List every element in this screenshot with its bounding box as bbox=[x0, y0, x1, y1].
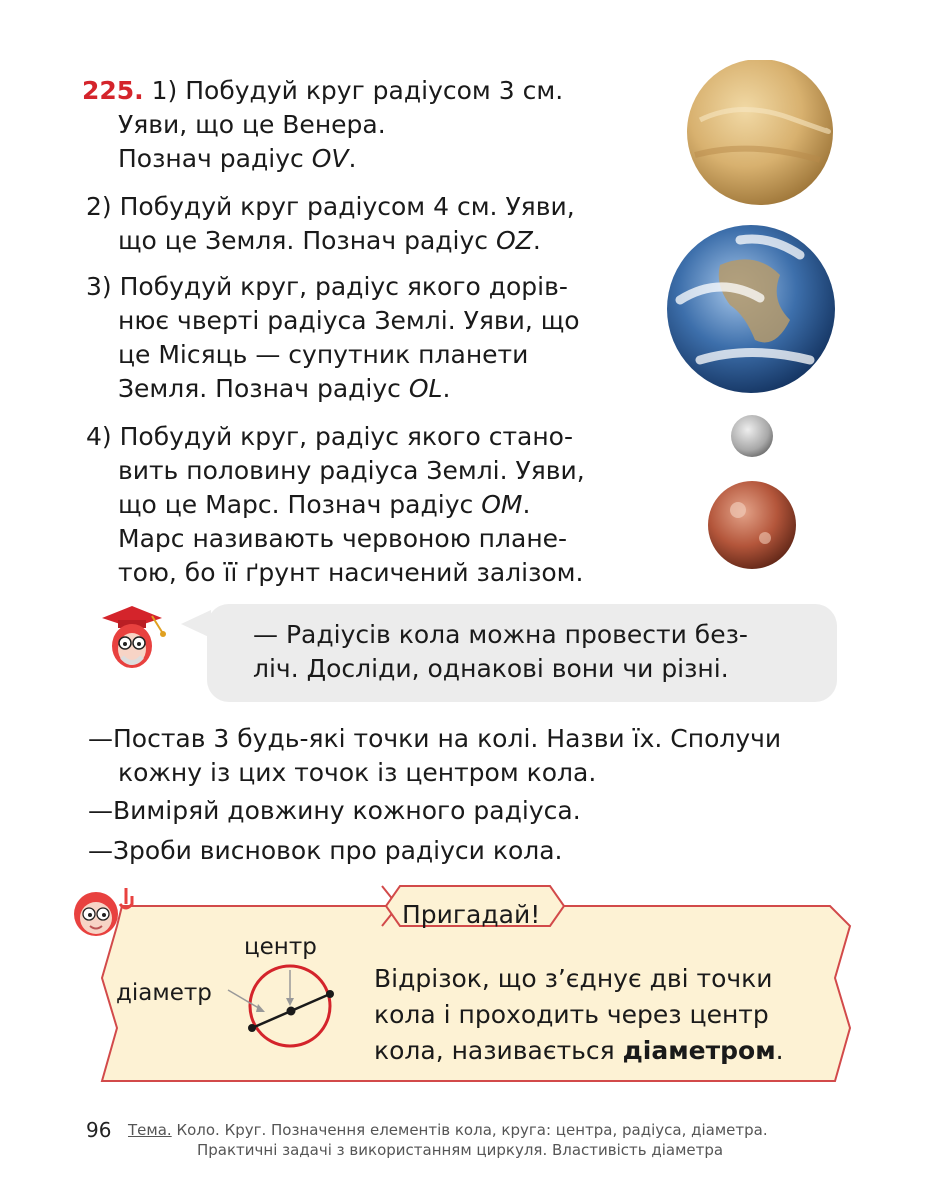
task-1-line-2: Уяви, що це Венера. bbox=[118, 110, 386, 139]
step-2: —Виміряй довжину кожного радіуса. bbox=[88, 796, 581, 825]
task-3-line-2: нює чверті радіуса Землі. Уяви, що bbox=[118, 306, 580, 335]
footer-topic-line-1: Тема. Коло. Круг. Позначення елементів кола, круга: центра, радіуса, діаметра. bbox=[128, 1121, 768, 1139]
label-center: центр bbox=[244, 934, 317, 960]
term-diameter: діаметром bbox=[622, 1036, 776, 1065]
bubble-line-2: ліч. Досліди, однакові вони чи різні. bbox=[253, 654, 729, 683]
mars-image bbox=[708, 481, 796, 569]
task-4-line-5: тою, бо її ґрунт насичений залізом. bbox=[118, 558, 584, 587]
step-3: —Зроби висновок про радіуси кола. bbox=[88, 836, 563, 865]
footer-topic-line-2: Практичні задачі з використанням циркуля. Властивість діаметра bbox=[197, 1141, 724, 1159]
venus-image bbox=[687, 60, 833, 205]
task-3-line-3: це Місяць — супутник планети bbox=[118, 340, 529, 369]
professor-mascot-icon bbox=[96, 602, 176, 672]
task-4-line-2: вить половину радіуса Землі. Уяви, bbox=[118, 456, 585, 485]
bubble-line-1: — Радіусів кола можна провести без- bbox=[253, 620, 748, 649]
earth-image bbox=[667, 225, 835, 393]
task-4-line-3: що це Марс. Познач радіус OM. bbox=[118, 490, 531, 519]
label-diameter: діаметр bbox=[116, 980, 212, 1006]
task-2-line-2: що це Земля. Познач радіус OZ. bbox=[118, 226, 541, 255]
task-number: 225. bbox=[82, 76, 144, 105]
task-3-line-4: Земля. Познач радіус OL. bbox=[118, 374, 451, 403]
remember-text-1: Відрізок, що з’єднує дві точки bbox=[374, 964, 773, 993]
task-4-line-1: 4) Побудуй круг, радіус якого стано- bbox=[86, 422, 573, 451]
moon-image bbox=[731, 415, 773, 457]
diameter-end-point bbox=[248, 1024, 256, 1032]
diameter-end-point bbox=[326, 990, 334, 998]
step-1-line-1: —Постав 3 будь-які точки на колі. Назви їх. Сполучи bbox=[88, 724, 782, 753]
remember-title: Пригадай! bbox=[402, 900, 541, 929]
page-number: 96 bbox=[86, 1118, 112, 1142]
planet-illustrations bbox=[660, 60, 860, 600]
task-3-line-1: 3) Побудуй круг, радіус якого дорів- bbox=[86, 272, 568, 301]
center-point bbox=[287, 1007, 296, 1016]
step-1-line-2: кожну із цих точок із центром кола. bbox=[118, 758, 597, 787]
task-2-line-1: 2) Побудуй круг радіусом 4 см. Уяви, bbox=[86, 192, 575, 221]
task-1-line-1: 225. 1) Побудуй круг радіусом 3 см. bbox=[82, 76, 564, 105]
remember-text-3: кола, називається діаметром. bbox=[374, 1036, 784, 1065]
speech-bubble bbox=[207, 604, 837, 702]
task-4-line-4: Марс називають червоною плане- bbox=[118, 524, 568, 553]
task-1-line-3: Познач радіус OV. bbox=[118, 144, 357, 173]
remember-text-2: кола і проходить через центр bbox=[374, 1000, 769, 1029]
